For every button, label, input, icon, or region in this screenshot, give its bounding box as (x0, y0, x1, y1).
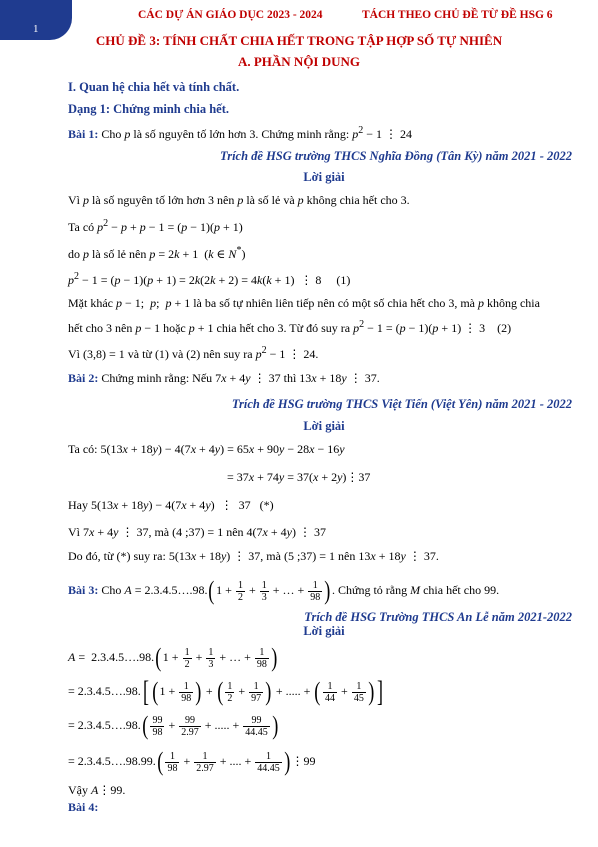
problem-1-label: Bài 1: (68, 127, 99, 141)
problem-1-step-1: Vì p là số nguyên tố lớn hơn 3 nên p là số lẻ và p không chia hết cho 3. (68, 193, 410, 207)
problem-1-step-2: Ta có $p^2 - p + p - 1 = (p - 1)(p + 1)$ (68, 218, 243, 234)
type-title: Dạng 1: Chứng minh chia hết. (68, 102, 229, 116)
page-number: 1 (33, 23, 39, 35)
problem-3-solution-label: Lời giải (303, 624, 345, 638)
problem-3-source: Trích đề HSG Trường THCS An Lễ năm 2021-2022 (304, 610, 572, 624)
problem-3-step-4: = 2.3.4.5….98.99.( $\frac{1}{98}$ + $\frac{1}{2.97}$ + .... + $\frac{1}{44.45}$ )⋮99 (68, 747, 316, 776)
problem-1-step-5: Mặt khác p − 1; p; p + 1 là ba số tự nhiên liên tiếp nên có một số chia hết cho 3, mà p không chia (68, 296, 540, 310)
problem-2-step-1: Ta có: 5(13x + 18y) − 4(7x + 4y) = 65x + 90y − 28x − 16y (68, 442, 345, 456)
problem-2-label: Bài 2: (68, 371, 99, 385)
problem-3-label: Bài 3: (68, 582, 99, 597)
problem-1-step-7: Vì (3,8) = 1 và từ (1) và (2) nên suy ra $p^2 - 1$ ⋮ 24. (68, 345, 319, 361)
problem-3-step-1: A = 2.3.4.5….98.(1 + $\frac{1}{2}$ + $\frac{1}{3}$ + … + $\frac{1}{98}$ ) (68, 643, 278, 672)
problem-3-step-3: = 2.3.4.5….98.( $\frac{99}{98}$ + $\frac{99}{2.97}$ + ..... + $\frac{99}{44.45}$ ) (68, 711, 279, 740)
problem-2-step-3: Hay 5(13x + 18y) − 4(7x + 4y) ⋮ 37 (*) (68, 498, 274, 512)
problem-1-step-6: hết cho 3 nên p − 1 hoặc p + 1 chia hết cho 3. Từ đó suy ra $p^2 - 1 = (p - 1)(p + 1)$ ⋮ 3 (2) (68, 319, 512, 335)
problem-3: Bài 3: Cho A = 2.3.4.5….98.(1 + $\frac{1}{2}$ + $\frac{1}{3}$ + … + $\frac{1}{98}$ ). Chứng tỏ rằng M chia hết cho 99. (68, 576, 500, 605)
problem-2-source: Trích đề HSG trường THCS Việt Tiến (Việt Yên) năm 2021 - 2022 (231, 397, 572, 411)
header-left: CÁC DỰ ÁN GIÁO DỤC 2023 - 2024 (138, 9, 323, 21)
problem-1-solution-label: Lời giải (303, 170, 345, 184)
problem-3-step-2: = 2.3.4.5….98.[ (1 + $\frac{1}{98}$ ) + ( $\frac{1}{2}$ + $\frac{1}{97}$ ) + ..... + ( $\frac{1}{44}$ + $\frac{1}{45}$ ) ] (68, 675, 384, 708)
problem-2: Bài 2: Chứng minh rằng: Nếu 7x + 4y ⋮ 37 thì 13x + 18y ⋮ 37. (68, 371, 380, 385)
problem-1-step-4: $p^2 - 1 = (p - 1)(p + 1) = 2k(2k + 2) = 4k(k + 1)$ ⋮ 8 (1) (68, 271, 351, 287)
chapter-title: CHỦ ĐỀ 3: TÍNH CHẤT CHIA HẾT TRONG TẬP HỢP SỐ TỰ NHIÊN (95, 33, 503, 48)
problem-1: Bài 1: Cho p là số nguyên tố lớn hơn 3. Chứng minh rằng: $p^2 - 1$ ⋮ 24 (68, 125, 412, 141)
problem-2-step-2: = 37x + 74y = 37(x + 2y)⋮37 (227, 470, 371, 484)
part-title: A. PHẦN NỘI DUNG (237, 54, 361, 69)
problem-2-step-5: Do đó, từ (*) suy ra: 5(13x + 18y) ⋮ 37, mà (5 ;37) = 1 nên 13x + 18y ⋮ 37. (68, 549, 439, 563)
problem-4-label: Bài 4: (68, 800, 99, 814)
problem-3-conclusion: Vậy A⋮99. (68, 783, 126, 797)
section-title: I. Quan hệ chia hết và tính chất. (68, 80, 240, 94)
problem-2-solution-label: Lời giải (303, 419, 345, 433)
problem-1-step-3: do p là số lẻ nên p = 2k + 1 (k ∈ N*) (68, 245, 246, 261)
header-right: TÁCH THEO CHỦ ĐỀ TỪ ĐỀ HSG 6 (362, 9, 553, 21)
problem-1-source: Trích đề HSG trường THCS Nghĩa Đồng (Tân Kỳ) năm 2021 - 2022 (220, 149, 572, 163)
problem-2-step-4: Vì 7x + 4y ⋮ 37, mà (4 ;37) = 1 nên 4(7x + 4y) ⋮ 37 (68, 525, 326, 539)
